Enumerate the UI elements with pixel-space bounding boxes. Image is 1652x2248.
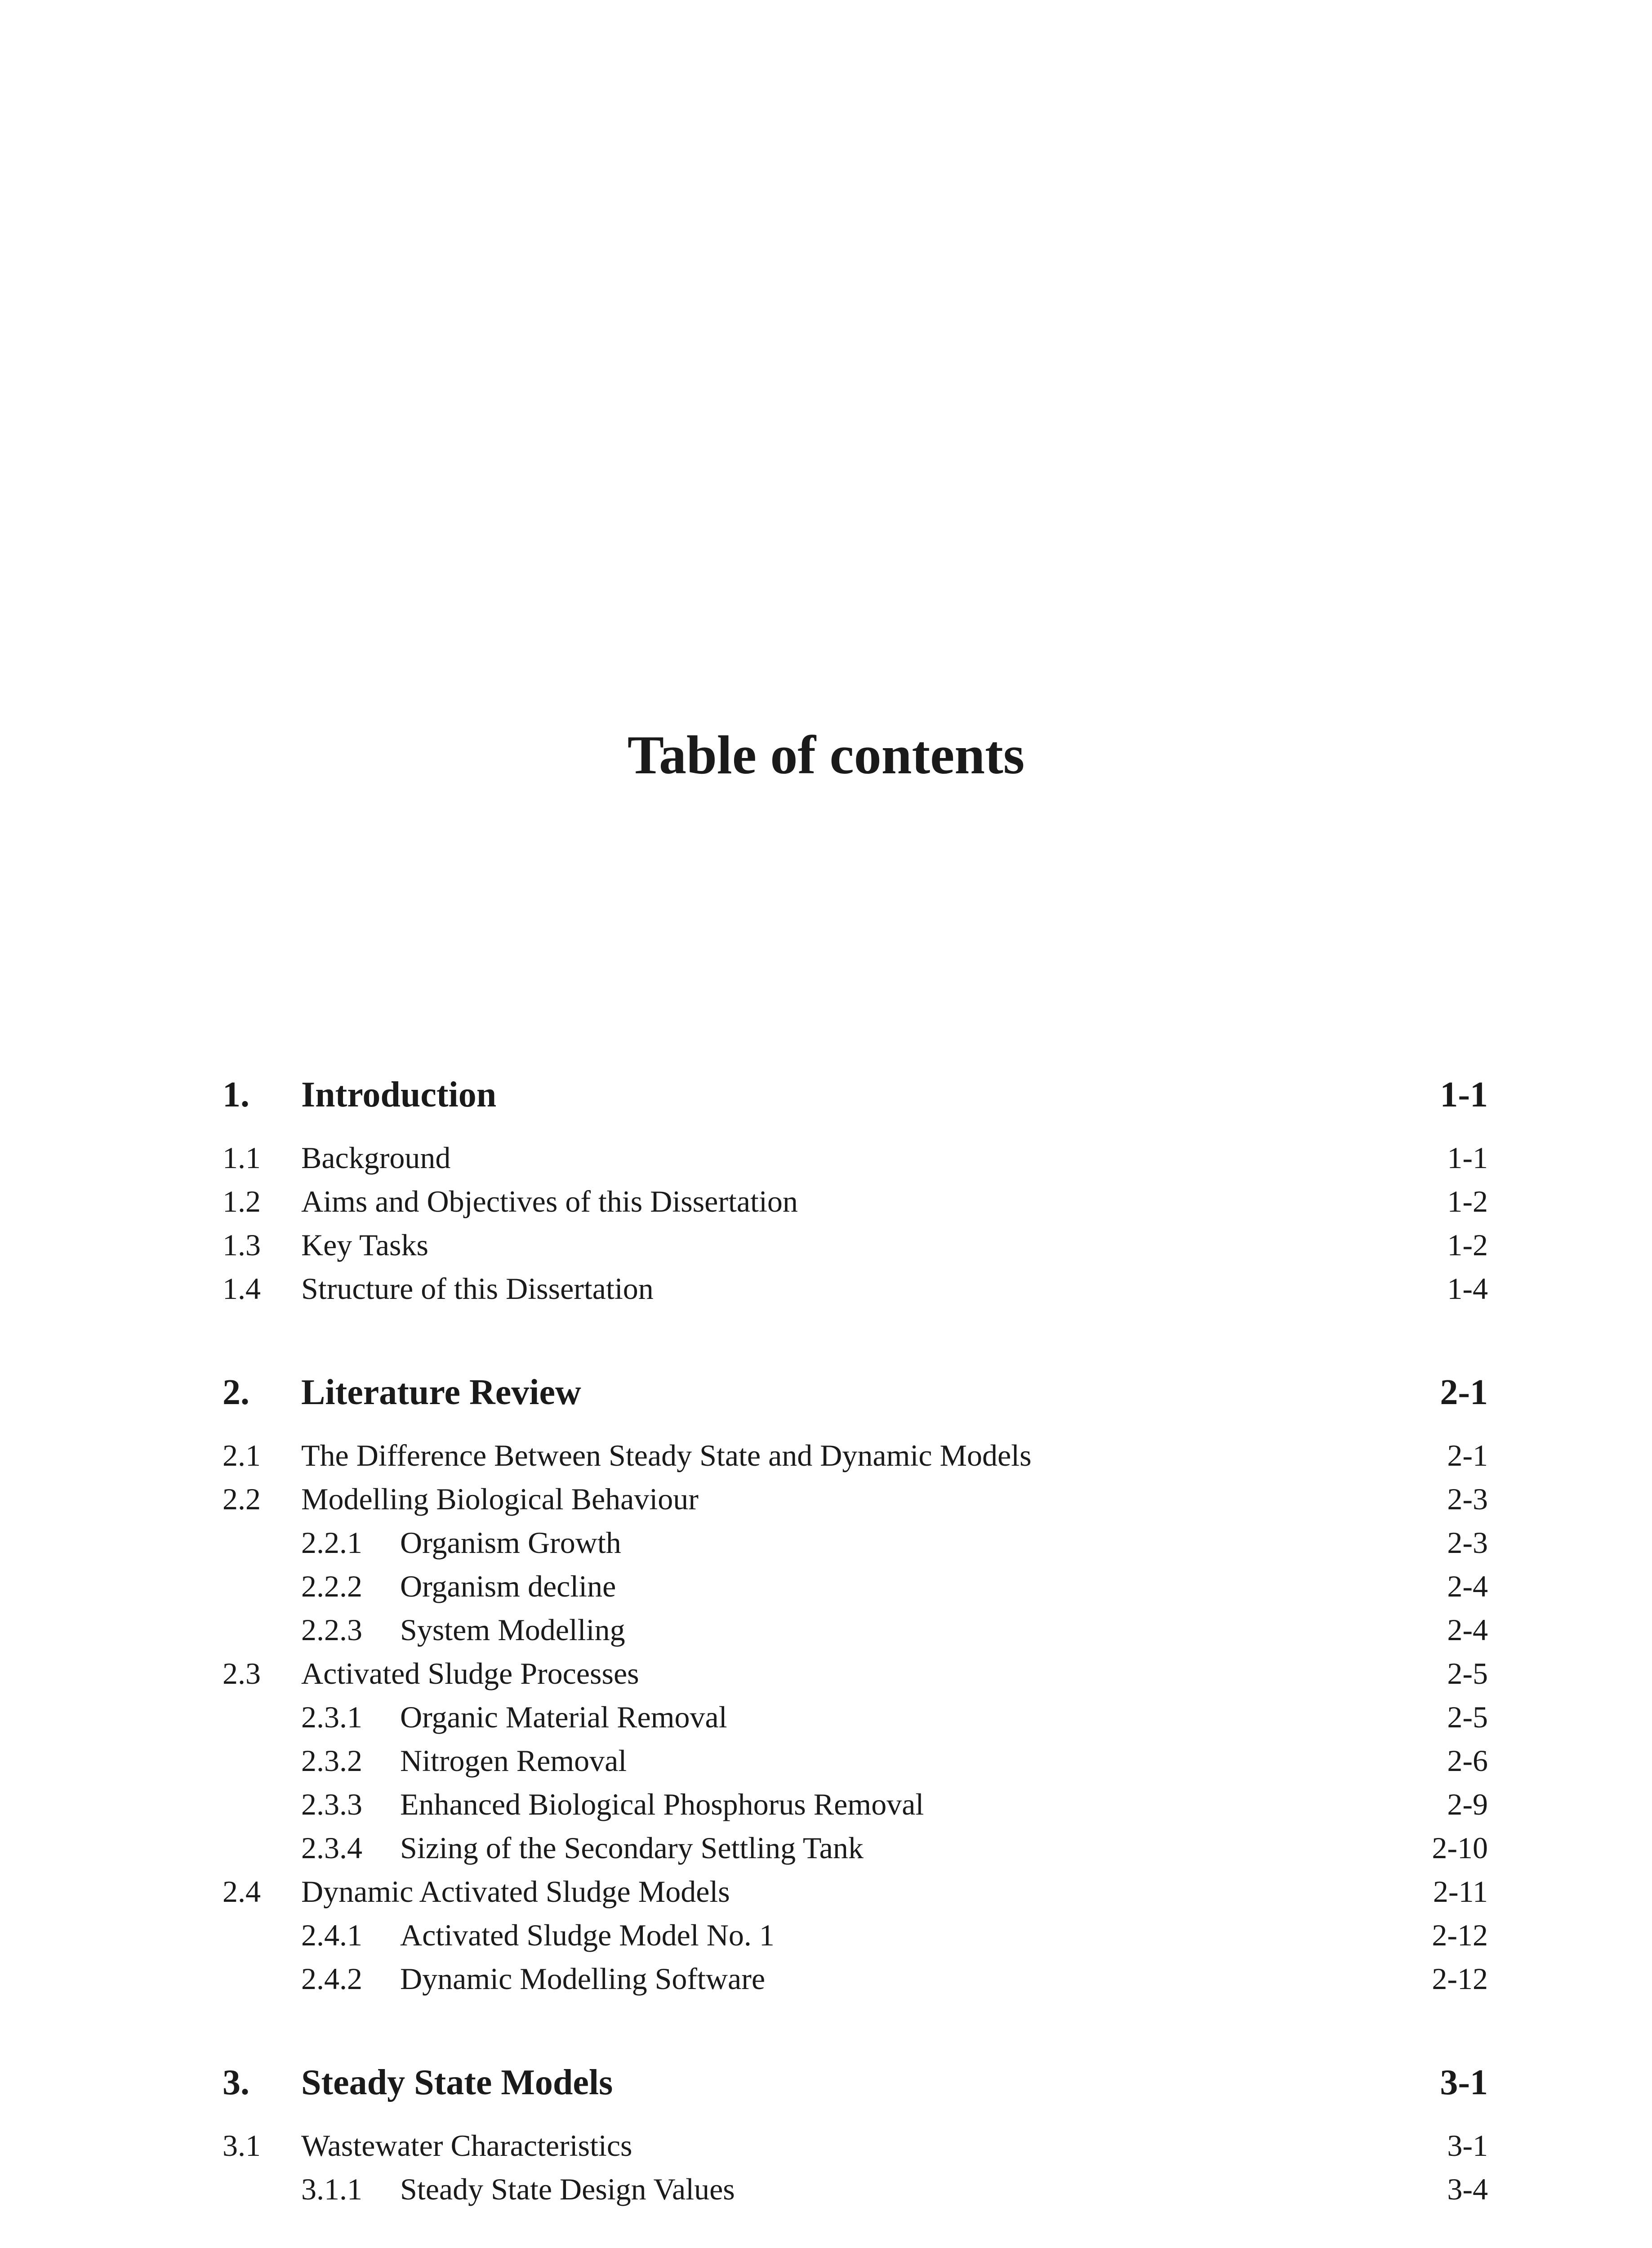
toc-entry-number: 1.4 [223,1271,261,1306]
toc-section-row[interactable] [223,1184,1488,1227]
toc-entry-number: 2.1 [223,1438,261,1472]
toc-entry-page: 2-5 [1447,1700,1488,1734]
toc-entry-title: Steady State Design Values [400,2172,735,2206]
toc-entry-number: 2.2.2 [301,1569,362,1603]
toc-entry-number: 2.3.3 [301,1787,362,1821]
toc-section-row[interactable] [223,1438,1488,1481]
toc-entry-number: 1.3 [223,1228,261,1262]
toc-entry-page: 2-12 [1432,1918,1488,1952]
toc-entry-page: 2-5 [1447,1656,1488,1690]
toc-section-row[interactable] [223,1874,1488,1918]
toc-chapter-page: 2-1 [1440,1373,1488,1412]
toc-entry-title: Wastewater Characteristics [301,2128,632,2163]
toc-chapter-page: 3-1 [1440,2063,1488,2102]
toc-entry-title: Organism Growth [400,1525,621,1560]
toc-entry-title: Nitrogen Removal [400,1744,627,1778]
toc-subsection-row[interactable] [223,1787,1488,1830]
toc-entry-number: 3.1.1 [301,2172,362,2206]
toc-entry-page: 2-4 [1447,1569,1488,1603]
toc-section-row[interactable] [223,1140,1488,1184]
toc-subsection-row[interactable] [223,1525,1488,1569]
toc-entry-title: Aims and Objectives of this Dissertation [301,1184,798,1218]
toc-entry-title: System Modelling [400,1613,625,1647]
toc-entry-title: The Difference Between Steady State and Dynamic Models [301,1438,1032,1472]
toc-entry-page: 2-10 [1432,1831,1488,1865]
toc-entry-page: 1-2 [1447,1184,1488,1218]
toc-entry-title: Dynamic Modelling Software [400,1962,766,1996]
toc-entry-title: Activated Sludge Processes [301,1656,639,1690]
toc-entry-page: 2-6 [1447,1744,1488,1778]
toc-entry-number: 1.1 [223,1141,261,1175]
toc-entry-page: 1-2 [1447,1228,1488,1262]
toc-chapter-title: Introduction [301,1075,497,1115]
toc-section-row[interactable] [223,1271,1488,1315]
toc-entry-page: 2-12 [1432,1962,1488,1996]
toc-entry-page: 2-3 [1447,1482,1488,1516]
table-of-contents [223,1075,1488,2215]
toc-chapter-row[interactable] [223,2062,1488,2128]
toc-entry-title: Structure of this Dissertation [301,1271,654,1306]
toc-subsection-row[interactable] [223,1569,1488,1612]
toc-chapter-title: Steady State Models [301,2063,613,2102]
toc-subsection-row[interactable] [223,1961,1488,2005]
toc-section-row[interactable] [223,1227,1488,1271]
toc-entry-title: Organism decline [400,1569,616,1603]
toc-section-row[interactable] [223,2128,1488,2172]
toc-entry-title: Sizing of the Secondary Settling Tank [400,1831,864,1865]
toc-entry-number: 2.2 [223,1482,261,1516]
toc-entry-page: 1-4 [1447,1271,1488,1306]
toc-entry-number: 2.4 [223,1874,261,1909]
toc-subsection-row[interactable] [223,2172,1488,2215]
toc-chapter-number: 3. [223,2063,249,2102]
toc-entry-title: Dynamic Activated Sludge Models [301,1874,730,1909]
toc-subsection-row[interactable] [223,1699,1488,1743]
toc-subsection-row[interactable] [223,1743,1488,1787]
toc-section-row[interactable] [223,1656,1488,1699]
toc-entry-title: Organic Material Removal [400,1700,727,1734]
toc-entry-number: 2.3 [223,1656,261,1690]
toc-entry-number: 2.3.4 [301,1831,362,1865]
toc-section-row[interactable] [223,1481,1488,1525]
toc-chapter-number: 1. [223,1075,249,1115]
toc-subsection-row[interactable] [223,1918,1488,1961]
toc-entry-page: 2-3 [1447,1525,1488,1560]
toc-entry-title: Modelling Biological Behaviour [301,1482,699,1516]
toc-entry-number: 2.3.2 [301,1744,362,1778]
toc-chapter-title: Literature Review [301,1373,581,1412]
toc-entry-title: Enhanced Biological Phosphorus Removal [400,1787,924,1821]
toc-entry-page: 3-4 [1447,2172,1488,2206]
toc-entry-number: 2.3.1 [301,1700,362,1734]
toc-entry-page: 1-1 [1447,1141,1488,1175]
toc-entry-number: 2.4.2 [301,1962,362,1996]
toc-entry-number: 1.2 [223,1184,261,1218]
toc-entry-number: 3.1 [223,2128,261,2163]
toc-chapter-number: 2. [223,1373,249,1412]
toc-entry-page: 2-1 [1447,1438,1488,1472]
toc-chapter-row[interactable] [223,1075,1488,1140]
toc-entry-page: 2-11 [1433,1874,1488,1909]
toc-chapter-row[interactable] [223,1372,1488,1438]
toc-entry-title: Activated Sludge Model No. 1 [400,1918,775,1952]
toc-subsection-row[interactable] [223,1830,1488,1874]
toc-entry-title: Background [301,1141,451,1175]
toc-subsection-row[interactable] [223,1612,1488,1656]
toc-entry-title: Key Tasks [301,1228,428,1262]
toc-entry-number: 2.4.1 [301,1918,362,1952]
toc-entry-number: 2.2.3 [301,1613,362,1647]
toc-entry-page: 3-1 [1447,2128,1488,2163]
page-title: Table of contents [627,725,1025,785]
toc-entry-page: 2-4 [1447,1613,1488,1647]
toc-chapter-page: 1-1 [1440,1075,1488,1115]
toc-entry-number: 2.2.1 [301,1525,362,1560]
toc-entry-page: 2-9 [1447,1787,1488,1821]
